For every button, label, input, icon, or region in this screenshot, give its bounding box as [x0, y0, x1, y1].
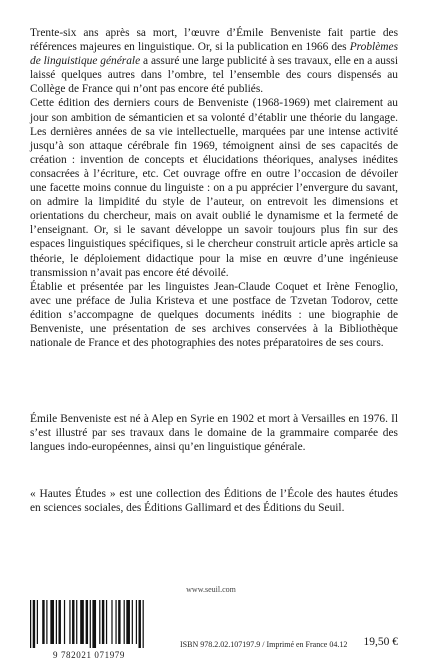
bio-text: Émile Benveniste est né à Alep en Syrie en 1902 et mort à Versailles en 1976. Il s’est illustré par ses travaux dans le domaine de la grammaire comparée des langues indo-européennes, ainsi qu’en linguistique générale. [30, 413, 398, 454]
collection-note [30, 487, 398, 515]
book-title-italic: Problèmes de linguistique générale [30, 41, 398, 68]
author-bio [30, 412, 398, 454]
barcode-icon [30, 600, 148, 648]
paragraph-editors: Établie et présentée par les linguistes Jean-Claude Coquet et Irène Fenoglio, avec une préface de Julia Kristeva et une postface de Tzvetan Todorov, cette édition s’accompagne de quelques documents inédits : une biographie de Benveniste, une présentation de ses archives conservées à la Bibliothèque nationale de France et des photographies des notes préparatoires de ses cours. [30, 280, 398, 350]
intro-text-1: Trente-six ans après sa mort, l’œuvre d’Émile Benveniste fait partie des références majeures en linguistique. Or, si la publication en 1966 des [30, 27, 398, 54]
collection-text: « Hautes Études » est une collection des Éditions de l’École des hautes études en sciences sociales, des Éditions Gallimard et des Éditions du Seuil. [30, 488, 398, 515]
description-block [30, 26, 398, 350]
isbn-line: ISBN 978.2.02.107197.9 / Imprimé en France 04.12 [180, 640, 348, 649]
paragraph-intro [30, 26, 398, 96]
publisher-url: www.seuil.com [186, 585, 236, 594]
paragraph-edition: Cette édition des derniers cours de Benveniste (1968-1969) met clairement au jour son ambition de sémanticien et sa volonté d’établir une théorie du langage. Les dernières années de sa vie intellectuelle, marquées par une intense activité jusqu’à son attaque cérébrale fin 1969, témoignent ainsi de ses capacités de création : invention de concepts et élucidations théoriques, analyses inédites consacrées à l’écriture, etc. Cet ouvrage offre en outre l’occasion de dévoiler une facette moins connue du linguiste : on a pu apprécier l’envergure du savant, on admire la limpidité du style de l’auteur, on entrevoit les dimensions et orientations du chercheur, mais on avait oublié le dynamisme et la fermeté de l’enseignant. Or, si le savant développe un savoir toujours plus fin sur des espaces linguistiques spécifiques, si le chercheur construit article après article sa théorie, le déploiement didactique pour la mise en œuvre d’une ingénieuse transmission n’avait pas encore été dévoilé. [30, 97, 398, 279]
intro-text-2: a assuré une large publicité à ses travaux, elle en a aussi laissé quelques autres dans l’ombre, tel l’ensemble des cours dispensés au Collège de France qui n’ont pas encore été publiés. [30, 55, 398, 96]
barcode-digits: 9 782021 071979 [53, 650, 125, 660]
price: 19,50 € [363, 636, 398, 648]
